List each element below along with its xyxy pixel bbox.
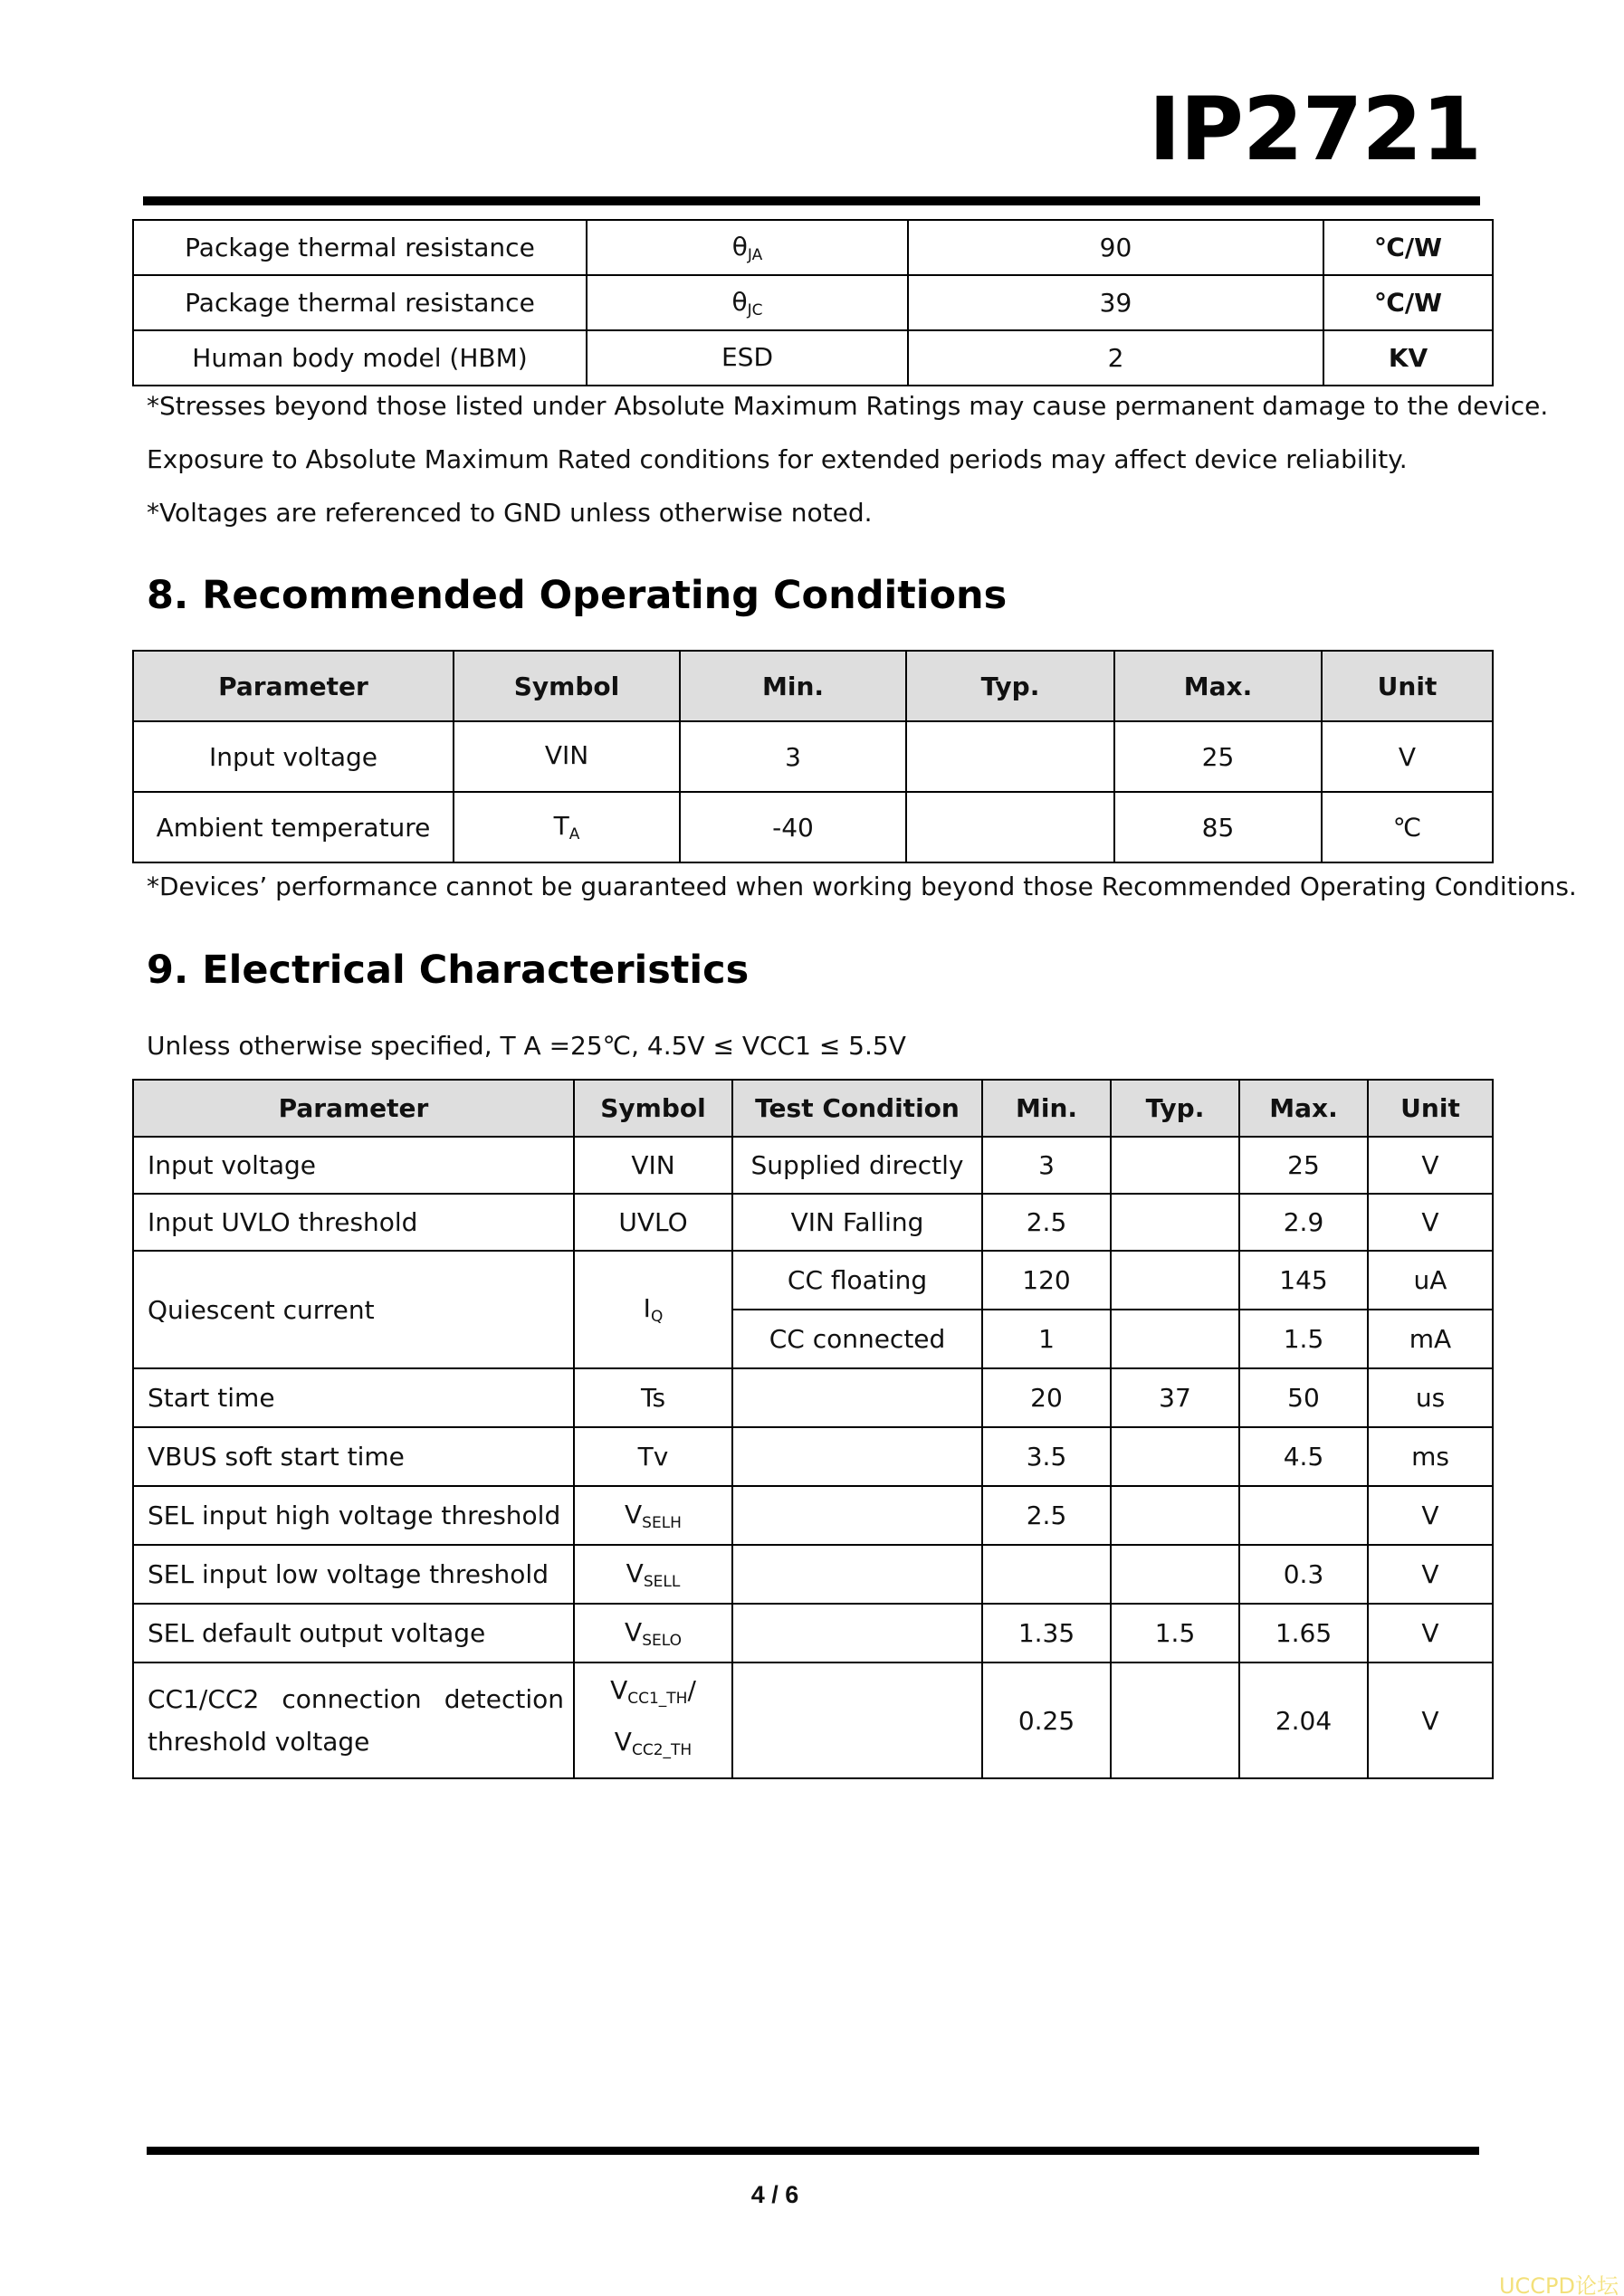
param-cell: CC1/CC2 connection detection threshold voltage	[133, 1662, 574, 1778]
conditions-note: Unless otherwise specified, T A =25℃, 4.5V ≤ VCC1 ≤ 5.5V	[147, 1031, 906, 1061]
col-header: Parameter	[133, 1080, 574, 1137]
condition-cell	[732, 1427, 982, 1486]
symbol-cell: $V_{SELL}$	[574, 1545, 732, 1604]
min-cell: 2.5	[982, 1194, 1111, 1251]
col-header: Symbol	[454, 651, 680, 721]
unit-cell: uA	[1368, 1251, 1493, 1310]
max-cell: 25	[1114, 721, 1322, 792]
table-row	[133, 275, 1493, 330]
unit-cell: V	[1368, 1545, 1493, 1604]
symbol-cell: VIN	[574, 1137, 732, 1194]
table-row	[133, 792, 1493, 862]
symbol-cell: Ts	[574, 1368, 732, 1427]
col-header: Min.	[680, 651, 906, 721]
max-cell	[1239, 1486, 1368, 1545]
symbol-cell: $I_Q$	[574, 1251, 732, 1368]
typ-cell	[906, 792, 1114, 862]
watermark: UCCPD论坛	[1498, 2273, 1619, 2296]
symbol-cell: Tv	[574, 1427, 732, 1486]
max-cell: 25	[1239, 1137, 1368, 1194]
min-cell: 1.35	[982, 1604, 1111, 1662]
unit-cell: V	[1368, 1662, 1493, 1778]
unit-cell: V	[1368, 1137, 1493, 1194]
unit-cell: KV	[1323, 330, 1493, 386]
param-cell: Human body model (HBM)	[133, 330, 587, 386]
condition-cell: Supplied directly	[732, 1137, 982, 1194]
max-cell: 2.9	[1239, 1194, 1368, 1251]
unit-cell: V	[1368, 1486, 1493, 1545]
condition-cell	[732, 1604, 982, 1662]
min-cell: 3	[982, 1137, 1111, 1194]
typ-cell: 1.5	[1111, 1604, 1239, 1662]
footer-rule	[147, 2147, 1479, 2155]
note-gnd: *Voltages are referenced to GND unless otherwise noted.	[147, 498, 873, 528]
condition-cell	[732, 1545, 982, 1604]
table-row	[133, 1545, 1493, 1604]
param-cell: Package thermal resistance	[133, 275, 587, 330]
table-row	[133, 330, 1493, 386]
symbol-cell: $V_{SELO}$	[574, 1604, 732, 1662]
param-cell: SEL input low voltage threshold	[133, 1545, 574, 1604]
max-cell: 85	[1114, 792, 1322, 862]
table-row	[133, 1486, 1493, 1545]
param-cell: SEL default output voltage	[133, 1604, 574, 1662]
typ-cell	[1111, 1251, 1239, 1310]
typ-cell	[1111, 1194, 1239, 1251]
table-row	[133, 1251, 1493, 1310]
min-cell: 3	[680, 721, 906, 792]
table-header-row	[133, 1080, 1493, 1137]
max-cell: 2.04	[1239, 1662, 1368, 1778]
col-header: Max.	[1114, 651, 1322, 721]
unit-cell: V	[1322, 721, 1493, 792]
col-header: Symbol	[574, 1080, 732, 1137]
col-header: Test Condition	[732, 1080, 982, 1137]
col-header: Unit	[1368, 1080, 1493, 1137]
param-cell: Input voltage	[133, 721, 454, 792]
max-cell: 4.5	[1239, 1427, 1368, 1486]
symbol-cell: $\theta_{JA}$	[587, 220, 908, 275]
typ-cell	[1111, 1662, 1239, 1778]
section-9-heading: 9. Electrical Characteristics	[147, 948, 750, 993]
table-row	[133, 1137, 1493, 1194]
max-cell: 50	[1239, 1368, 1368, 1427]
min-cell: 1	[982, 1310, 1111, 1368]
unit-cell: V	[1368, 1604, 1493, 1662]
min-cell: 2.5	[982, 1486, 1111, 1545]
table-row	[133, 220, 1493, 275]
max-cell: 0.3	[1239, 1545, 1368, 1604]
unit-cell: ℃/W	[1323, 275, 1493, 330]
table-row	[133, 1604, 1493, 1662]
param-cell: Input voltage	[133, 1137, 574, 1194]
col-header: Max.	[1239, 1080, 1368, 1137]
param-cell: Ambient temperature	[133, 792, 454, 862]
min-cell: 20	[982, 1368, 1111, 1427]
value-cell: 90	[908, 220, 1323, 275]
unit-cell: mA	[1368, 1310, 1493, 1368]
symbol-cell: $\theta_{JC}$	[587, 275, 908, 330]
symbol-cell: $V_{SELH}$	[574, 1486, 732, 1545]
condition-cell: CC connected	[732, 1310, 982, 1368]
electrical-characteristics-table	[132, 1079, 1494, 1779]
col-header: Unit	[1322, 651, 1493, 721]
min-cell	[982, 1545, 1111, 1604]
max-cell: 145	[1239, 1251, 1368, 1310]
unit-cell: ℃/W	[1323, 220, 1493, 275]
param-cell: SEL input high voltage threshold	[133, 1486, 574, 1545]
condition-cell: CC floating	[732, 1251, 982, 1310]
symbol-cell: VIN	[454, 721, 680, 792]
doc-title: IP2721	[1148, 79, 1481, 180]
param-cell: Input UVLO threshold	[133, 1194, 574, 1251]
symbol-cell: $T_A$	[454, 792, 680, 862]
max-cell: 1.65	[1239, 1604, 1368, 1662]
min-cell: -40	[680, 792, 906, 862]
param-cell: Start time	[133, 1368, 574, 1427]
condition-cell	[732, 1662, 982, 1778]
value-cell: 39	[908, 275, 1323, 330]
param-cell: Quiescent current	[133, 1251, 574, 1368]
condition-cell	[732, 1486, 982, 1545]
table-header-row	[133, 651, 1493, 721]
unit-cell: us	[1368, 1368, 1493, 1427]
abs-max-table	[132, 219, 1494, 386]
col-header: Parameter	[133, 651, 454, 721]
unit-cell: ms	[1368, 1427, 1493, 1486]
col-header: Typ.	[1111, 1080, 1239, 1137]
typ-cell	[1111, 1427, 1239, 1486]
section-8-heading: 8. Recommended Operating Conditions	[147, 573, 1008, 618]
table-row	[133, 1194, 1493, 1251]
min-cell: 120	[982, 1251, 1111, 1310]
typ-cell	[906, 721, 1114, 792]
value-cell: 2	[908, 330, 1323, 386]
unit-cell: V	[1368, 1194, 1493, 1251]
typ-cell	[1111, 1545, 1239, 1604]
note-performance: *Devices’ performance cannot be guaranteed when working beyond those Recommended Operating Conditions.	[147, 872, 1577, 901]
note-stress: *Stresses beyond those listed under Absolute Maximum Ratings may cause permanent damage to the device.	[147, 391, 1549, 421]
typ-cell	[1111, 1486, 1239, 1545]
min-cell: 3.5	[982, 1427, 1111, 1486]
page-number: 4 / 6	[750, 2181, 799, 2208]
symbol-cell: UVLO	[574, 1194, 732, 1251]
recommended-conditions-table	[132, 650, 1494, 863]
param-cell: Package thermal resistance	[133, 220, 587, 275]
condition-cell: VIN Falling	[732, 1194, 982, 1251]
max-cell: 1.5	[1239, 1310, 1368, 1368]
symbol-cell: $V_{CC1\_TH}/$ $V_{CC2\_TH}$	[574, 1662, 732, 1778]
table-row	[133, 1427, 1493, 1486]
typ-cell: 37	[1111, 1368, 1239, 1427]
col-header: Typ.	[906, 651, 1114, 721]
table-row	[133, 1662, 1493, 1778]
col-header: Min.	[982, 1080, 1111, 1137]
param-cell: VBUS soft start time	[133, 1427, 574, 1486]
condition-cell	[732, 1368, 982, 1427]
symbol-cell: ESD	[587, 330, 908, 386]
typ-cell	[1111, 1137, 1239, 1194]
note-exposure: Exposure to Absolute Maximum Rated conditions for extended periods may affect device reliability.	[147, 444, 1408, 474]
header-rule	[143, 196, 1480, 205]
min-cell: 0.25	[982, 1662, 1111, 1778]
unit-cell: ℃	[1322, 792, 1493, 862]
table-row	[133, 721, 1493, 792]
table-row	[133, 1368, 1493, 1427]
typ-cell	[1111, 1310, 1239, 1368]
